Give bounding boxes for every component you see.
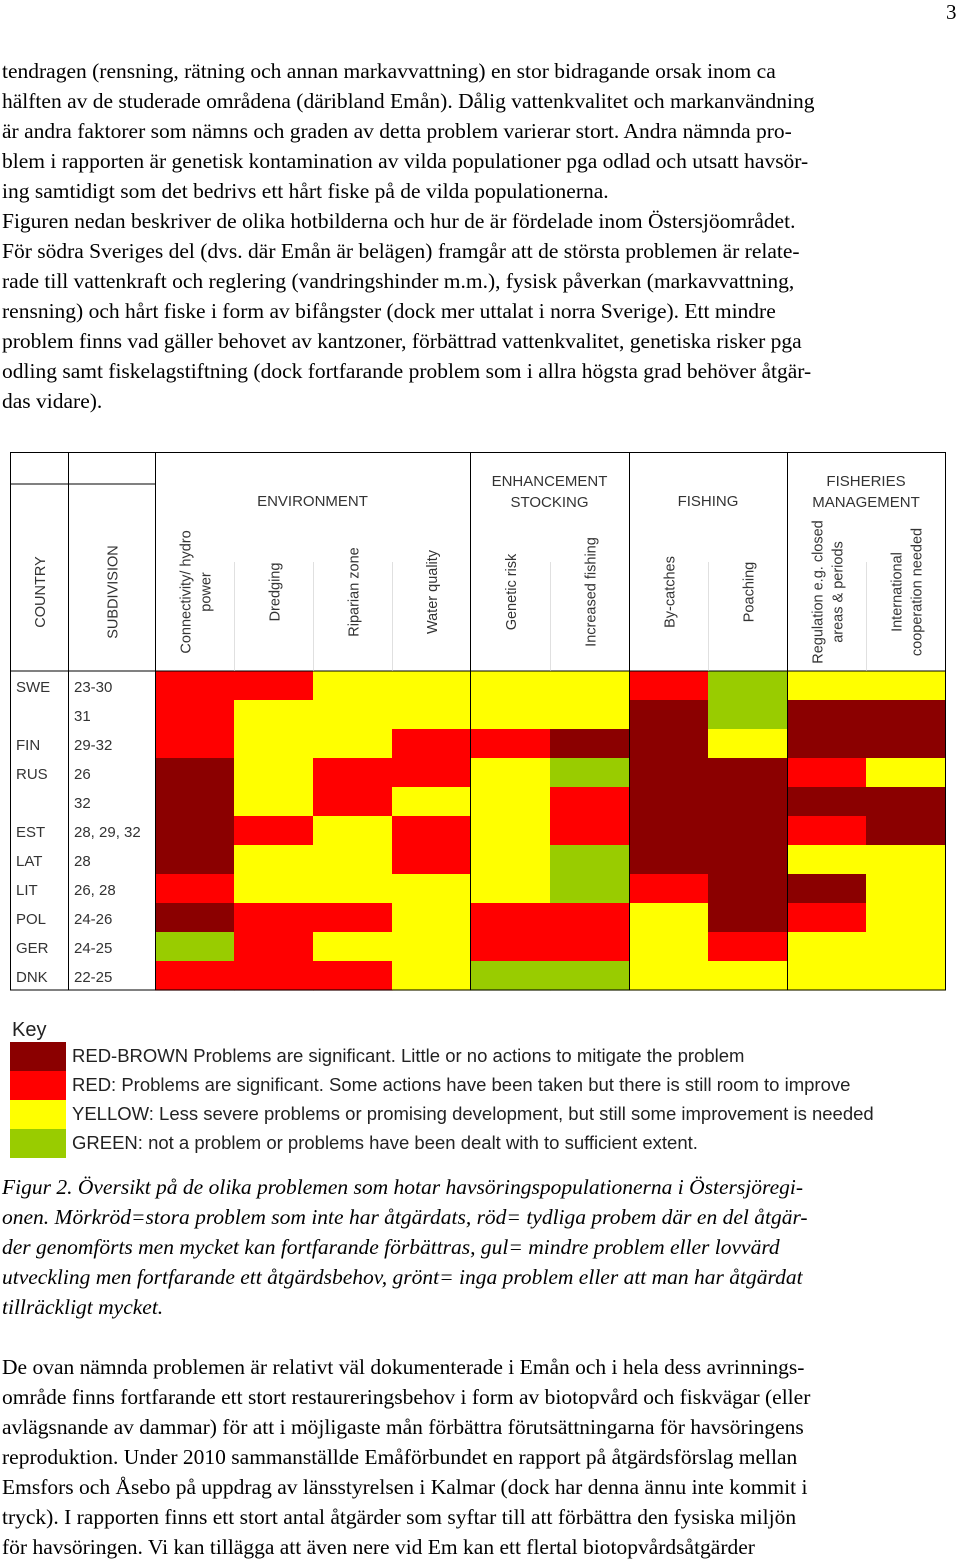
heatmap-cell [550, 903, 630, 933]
heatmap-cell [866, 729, 946, 759]
key-label: GREEN: not a problem or problems have been dealt with to sufficient extent. [72, 1132, 698, 1153]
key-label: RED-BROWN Problems are significant. Little or no actions to mitigate the problem [72, 1045, 745, 1066]
figure-caption [2, 1172, 958, 1322]
heatmap-cell [787, 961, 867, 991]
heatmap-cell [866, 932, 946, 962]
paragraph-line: ing samtidigt som det bedrivs ett hårt fiske på de vilda populationerna. [2, 179, 609, 203]
heatmap-cell [155, 700, 235, 730]
heatmap-cell [708, 758, 788, 788]
heatmap-cell [866, 700, 946, 730]
paragraph-line: problem finns vad gäller behovet av kantzoner, förbättrad vattenkvalitet, genetiska risker pga [2, 329, 802, 353]
heatmap-cell [234, 787, 314, 817]
subdivision-label: 26 [74, 766, 91, 783]
column-label: Genetic risk [504, 553, 520, 631]
paragraph-line: tryck). I rapporten finns ett stort antal åtgärder som syftar till att förbättra den fysiska miljön [2, 1505, 797, 1529]
color-key [10, 1018, 946, 1164]
heatmap-cell [392, 700, 471, 730]
key-swatch [10, 1100, 66, 1129]
heatmap-cell [708, 845, 788, 875]
subdivision-label: 23-30 [74, 679, 113, 696]
heatmap-cell [392, 874, 471, 904]
heatmap-cell [313, 671, 393, 701]
heatmap-cell [787, 874, 867, 904]
paragraph-line: rade till vattenkraft och reglering (vandringshinder m.m.), fysisk påverkan (markavvattning, [2, 269, 795, 293]
key-item [10, 1129, 940, 1158]
heatmap-cell [313, 845, 393, 875]
column-label: areas & periods [830, 541, 847, 643]
heatmap-cell [470, 787, 551, 817]
heatmap-cell [470, 961, 551, 991]
heatmap-cell [155, 671, 235, 701]
column-label: cooperation needed [909, 527, 926, 657]
heatmap-cell [629, 729, 709, 759]
heatmap-cell [313, 729, 393, 759]
heatmap-cell [234, 845, 314, 875]
heatmap-cell [234, 671, 314, 701]
heatmap-cell [392, 787, 471, 817]
subdivision-label: 28, 29, 32 [74, 824, 141, 841]
subdivision-label: 32 [74, 795, 91, 812]
subdivision-label: 28 [74, 853, 91, 870]
heatmap-cell [866, 816, 946, 846]
subdivision-label: 31 [74, 708, 91, 725]
heatmap-cell [787, 671, 867, 701]
key-item [10, 1100, 940, 1129]
column-label: By-catches [662, 556, 679, 628]
heatmap-cell [234, 874, 314, 904]
column-label: International [889, 552, 906, 632]
heatmap-cell [155, 874, 235, 904]
page-number: 3 [946, 0, 957, 24]
column-label: Increased fishing [583, 537, 600, 647]
heatmap-cell [550, 787, 630, 817]
heatmap-cell [550, 758, 630, 788]
heatmap-cell [708, 961, 788, 991]
paragraph-line: för havsöringen. Vi kan tillägga att även nere vid Em kan ett flertal biotopvårdsåtgärder [2, 1535, 755, 1559]
caption-line: tillräckligt mycket. [2, 1295, 164, 1319]
heatmap-cell [392, 932, 471, 962]
heatmap-cell [550, 671, 630, 701]
heatmap-cell [392, 671, 471, 701]
subdivision-label: 24-26 [74, 911, 113, 928]
heatmap-cell [708, 700, 788, 730]
heatmap-cell [392, 729, 471, 759]
key-label: RED: Problems are significant. Some actions have been taken but there is still room to improve [72, 1074, 851, 1095]
heatmap-cell [787, 903, 867, 933]
column-label: Regulation e.g. closed [810, 520, 827, 664]
key-item [10, 1071, 940, 1100]
heatmap-cell [155, 787, 235, 817]
column-label: Poaching [741, 561, 758, 623]
subdivision-label: 22-25 [74, 969, 113, 986]
heatmap-cell [234, 700, 314, 730]
group-label: FISHING [677, 493, 739, 510]
key-swatch [10, 1129, 66, 1158]
heatmap-cell [866, 845, 946, 875]
paragraph-line: das vidare). [2, 389, 103, 413]
column-label: Riparian zone [346, 547, 363, 637]
heatmap-cell [629, 874, 709, 904]
heatmap-cell [470, 758, 551, 788]
heatmap-cell [470, 816, 551, 846]
country-label: SWE [16, 679, 51, 696]
heatmap-cell [392, 961, 471, 991]
paragraph-line: För södra Sveriges del (dvs. där Emån är belägen) framgår att de största problemen är relate- [2, 239, 800, 263]
heatmap-cell [708, 903, 788, 933]
heatmap-cell [708, 874, 788, 904]
heatmap-cell [787, 845, 867, 875]
body-paragraph-2 [2, 1352, 958, 1562]
heatmap-cell [470, 874, 551, 904]
heatmap-cell [234, 729, 314, 759]
paragraph-line: hälften av de studerade områdena (däribland Emån). Dålig vattenkvalitet och markanvändning [2, 89, 815, 113]
country-label: RUS [16, 766, 48, 783]
heatmap-cell [629, 903, 709, 933]
heatmap-cell [470, 700, 551, 730]
heatmap-cell [866, 758, 946, 788]
heatmap-cell [629, 816, 709, 846]
caption-line: onen. Mörkröd=stora problem som inte har åtgärdats, röd= tydliga probem där en del åtgär- [2, 1205, 808, 1229]
paragraph-line: Emsfors och Åsebo på uppdrag av länsstyrelsen i Kalmar (dock har denna ännu inte kommit i [2, 1475, 808, 1499]
subdivision-label: 24-25 [74, 940, 113, 957]
paragraph-line: blem i rapporten är genetisk kontamination av vilda populationer pga odlad och utsatt havsör- [2, 149, 809, 173]
key-item [10, 1042, 940, 1071]
heatmap-cell [708, 932, 788, 962]
heatmap-cell [234, 932, 314, 962]
country-label: POL [16, 911, 47, 928]
heatmap-cell [866, 961, 946, 991]
heatmap-cell [313, 932, 393, 962]
heatmap-cell [313, 787, 393, 817]
heatmap-cell [155, 729, 235, 759]
subdivision-label: 29-32 [74, 737, 113, 754]
heatmap-cell [313, 874, 393, 904]
paragraph-line: är andra faktorer som nämns och graden av detta problem varierar stort. Andra nämnda pro- [2, 119, 792, 143]
group-label: ENVIRONMENT [257, 493, 368, 510]
heatmap-cell [313, 700, 393, 730]
heatmap-cell [470, 932, 551, 962]
heatmap-cell [470, 845, 551, 875]
group-label: FISHERIES [826, 473, 906, 490]
heatmap-cell [787, 700, 867, 730]
heatmap-cell [629, 758, 709, 788]
heatmap-cell [234, 903, 314, 933]
heatmap-cell [392, 845, 471, 875]
heatmap-cell [629, 700, 709, 730]
heatmap-cell [787, 729, 867, 759]
heatmap-cell [787, 932, 867, 962]
subdivision-label: 26, 28 [74, 882, 116, 899]
heatmap-cell [550, 845, 630, 875]
heatmap-cell [234, 961, 314, 991]
heatmap-cell [550, 700, 630, 730]
paragraph-line: tendragen (rensning, rätning och annan markavvattning) en stor bidragande orsak inom ca [2, 59, 776, 83]
heatmap-cell [313, 758, 393, 788]
heatmap-cell [708, 816, 788, 846]
heatmap-cell [155, 961, 235, 991]
heatmap-cell [866, 787, 946, 817]
country-label: LIT [16, 882, 38, 899]
heatmap-cell [155, 845, 235, 875]
heatmap-cell [155, 816, 235, 846]
heatmap-cell [392, 758, 471, 788]
heatmap-cell [629, 845, 709, 875]
column-label: Water quality [425, 549, 441, 635]
paragraph-line: område finns fortfarande ett stort restaureringsbehov i form av biotopvård och fiskvägar (eller [2, 1385, 811, 1409]
heatmap-cell [155, 903, 235, 933]
paragraph-line: reproduktion. Under 2010 sammanställde Emåförbundet en rapport på åtgärdsförslag mellan [2, 1445, 798, 1469]
heatmap-cell [234, 816, 314, 846]
heatmap-cell [629, 671, 709, 701]
heatmap-cell [708, 787, 788, 817]
heatmap-cell [550, 874, 630, 904]
key-label: YELLOW: Less severe problems or promising development, but still some improvement is needed [72, 1103, 874, 1124]
country-label: EST [16, 824, 46, 841]
heatmap-cell [313, 816, 393, 846]
key-swatch [10, 1042, 66, 1071]
column-label: Dredging [267, 562, 284, 622]
paragraph-line: De ovan nämnda problemen är relativt väl dokumenterade i Emån och i hela dess avrinnings- [2, 1355, 805, 1379]
heatmap-cell [155, 758, 235, 788]
heatmap-cell [550, 932, 630, 962]
heatmap-cell [234, 758, 314, 788]
key-swatch [10, 1071, 66, 1100]
heatmap-cell [787, 816, 867, 846]
heatmap-cell [155, 932, 235, 962]
heatmap-cell [629, 787, 709, 817]
heatmap-cell [629, 932, 709, 962]
paragraph-line: odling samt fiskelagstiftning (dock fortfarande problem som i allra högsta grad behöver åtgär- [2, 359, 812, 383]
heatmap-cell [866, 874, 946, 904]
country-label: GER [16, 940, 49, 957]
paragraph-line: rensning) och hårt fiske i form av bifångster (dock mer uttalat i norra Sverige). Ett mindre [2, 299, 776, 323]
caption-line: der genomförts men mycket kan fortfarande förbättras, gul= mindre problem eller lovvärd [2, 1235, 780, 1259]
heatmap-cell [866, 903, 946, 933]
threat-heatmap [10, 452, 946, 992]
country-label: LAT [16, 853, 43, 870]
heatmap-cell [550, 729, 630, 759]
country-label: DNK [16, 969, 48, 986]
heatmap-cell [550, 816, 630, 846]
heatmap-cell [708, 671, 788, 701]
heatmap-cell [470, 903, 551, 933]
caption-line: Figur 2. Översikt på de olika problemen som hotar havsöringspopulationerna i Östersjöregi- [2, 1175, 804, 1199]
paragraph-line: Figuren nedan beskriver de olika hotbilderna och hur de är fördelade inom Östersjöområdet. [2, 209, 796, 233]
group-label: STOCKING [510, 494, 589, 511]
heatmap-cell [550, 961, 630, 991]
heatmap-cell [470, 671, 551, 701]
column-label: Connectivity/ hydro [178, 530, 195, 654]
heatmap-cell [708, 729, 788, 759]
body-paragraph-1 [2, 56, 958, 416]
heatmap-cell [787, 787, 867, 817]
row-header-label: SUBDIVISION [105, 545, 122, 639]
country-label: FIN [16, 737, 41, 754]
heatmap-cell [866, 671, 946, 701]
heatmap-cell [392, 903, 471, 933]
key-title: Key [12, 1019, 47, 1041]
column-label: power [198, 572, 215, 612]
threat-heatmap-figure [10, 452, 946, 992]
group-label: MANAGEMENT [812, 494, 920, 511]
group-label: ENHANCEMENT [491, 473, 608, 490]
heatmap-cell [470, 729, 551, 759]
paragraph-line: avlägsnande av dammar) för att i möjligaste mån förbättra förutsättningarna för havsöringens [2, 1415, 804, 1439]
caption-line: utveckling men fortfarande ett åtgärdsbehov, grönt= inga problem eller att man har åtgärdat [2, 1265, 803, 1289]
heatmap-cell [629, 961, 709, 991]
heatmap-cell [313, 903, 393, 933]
heatmap-cell [787, 758, 867, 788]
heatmap-cell [392, 816, 471, 846]
row-header-label: COUNTRY [33, 556, 49, 628]
heatmap-cell [313, 961, 393, 991]
